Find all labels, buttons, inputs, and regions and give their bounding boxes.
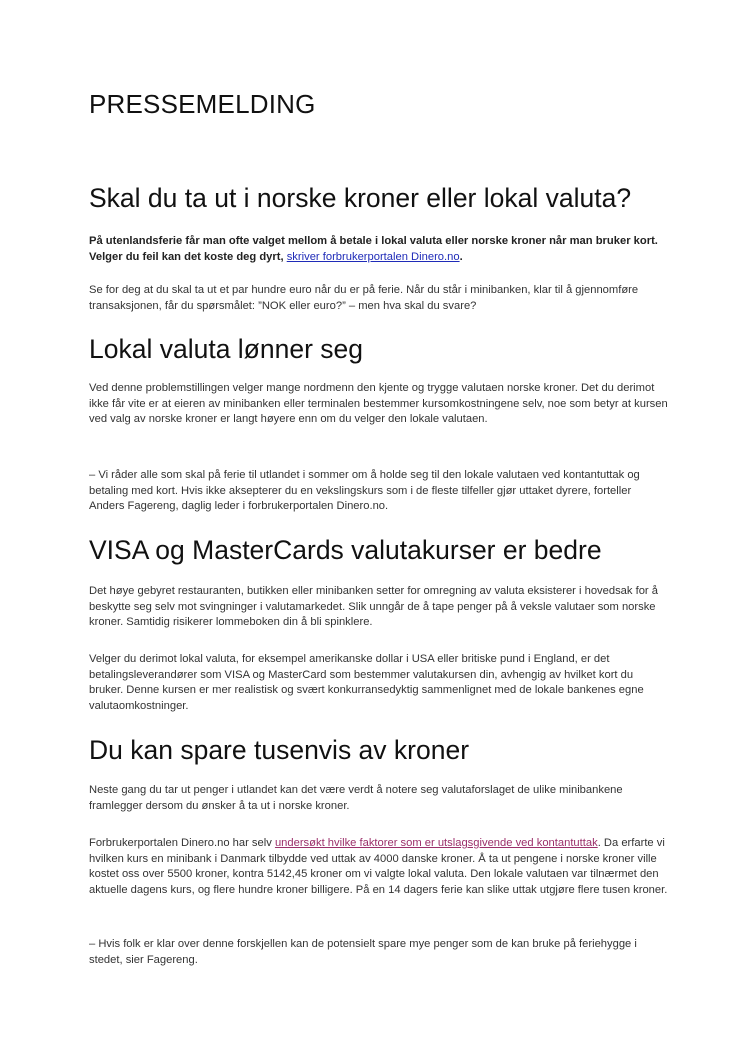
- page-title: Skal du ta ut i norske kroner eller lokal valuta?: [89, 183, 632, 213]
- section3-paragraph-2: [89, 836, 669, 898]
- section3-paragraph-1: Neste gang du tar ut penger i utlandet kan det være verdt å notere seg valutaforslaget de ulike minibankene framlegger dersom du ønsker å ta ut i norske kroner.: [89, 784, 623, 812]
- section1-paragraph-1: Ved denne problemstillingen velger mange nordmenn den kjente og trygge valutaen norske kroner. Det du derimot ikke får vite er at eieren av minibanken eller terminalen bestemmer kursomkostningene selv, noe som betyr at kursen ved valg av norske kroner er langt høyere enn om du velger den lokale valutaen.: [89, 382, 668, 426]
- section-heading-save: Du kan spare tusenvis av kroner: [89, 735, 470, 765]
- section-heading-visa-mastercard: VISA og MasterCards valutakurser er bedre: [89, 535, 602, 565]
- lead-period: .: [459, 250, 463, 263]
- section3-paragraph-3: – Hvis folk er klar over denne forskjellen kan de potensielt spare mye penger som de kan bruke på feriehygge i stedet, sier Fagereng.: [89, 938, 637, 966]
- section3-paragraph-2-start: Forbrukerportalen Dinero.no har selv: [89, 837, 275, 849]
- section2-paragraph-1: Det høye gebyret restauranten, butikken eller minibanken setter for omregning av valuta eksisterer i hovedsak for å beskytte seg selv mot svingninger i valutamarkedet. Slik unngår de å tape penger på å veksle valutaer som norske kroner. Samtidig risikerer lommeboken din å bli spinklere.: [89, 585, 658, 629]
- document-label: PRESSEMELDING: [89, 89, 316, 119]
- section1-paragraph-2: – Vi råder alle som skal på ferie til utlandet i sommer om å holde seg til den lokale valutaen ved kontantuttak og betaling med kort. Hvis ikke aksepterer du en vekslingskurs som i de fleste tilfeller gjør uttaket dyrere, forteller Anders Fagereng, daglig leder i forbrukerportalen Dinero.no.: [89, 469, 640, 513]
- lead-text: På utenlandsferie får man ofte valget mellom å betale i lokal valuta eller norske kroner når man bruker kort. Velger du feil kan det koste deg dyrt,: [89, 235, 658, 263]
- section-heading-local-currency: Lokal valuta lønner seg: [89, 334, 363, 364]
- intro-paragraph: Se for deg at du skal ta ut et par hundre euro når du er på ferie. Når du står i minibanken, klar til å gjennomføre transaksjonen, får du spørsmålet: ”NOK eller euro?” – men hva skal du svare?: [89, 284, 639, 312]
- section2-paragraph-2: Velger du derimot lokal valuta, for eksempel amerikanske dollar i USA eller britiske pund i England, er det betalingsleverandører som VISA og MasterCard som bestemmer valutakursen din, avhengig av hvilket kort du bruker. Denne kursen er mer realistisk og svært konkurransedyktig sammenlignet med de lokale bankenes egne valutaomkostninger.: [89, 653, 644, 712]
- lead-paragraph: [89, 234, 669, 265]
- section3-paragraph-2-end: . Da erfarte vi hvilken kurs en minibank i Danmark tilbydde ved uttak av 4000 danske kroner. Å ta ut pengene i norske kroner ville kostet oss over 5500 kroner, kontra 5142,45 kroner om vi valgte lokal valuta. Den lokale valutaen var tilnærmet den aktuelle dagens kurs, og flere hundre kroner billigere. På en 14 dagers ferie kan slike uttak utgjøre flere tusen kroner.: [89, 837, 668, 896]
- research-link[interactable]: undersøkt hvilke faktorer som er utslagsgivende ved kontantuttak: [274, 837, 598, 849]
- dinero-link[interactable]: skriver forbrukerportalen Dinero.no: [286, 250, 460, 263]
